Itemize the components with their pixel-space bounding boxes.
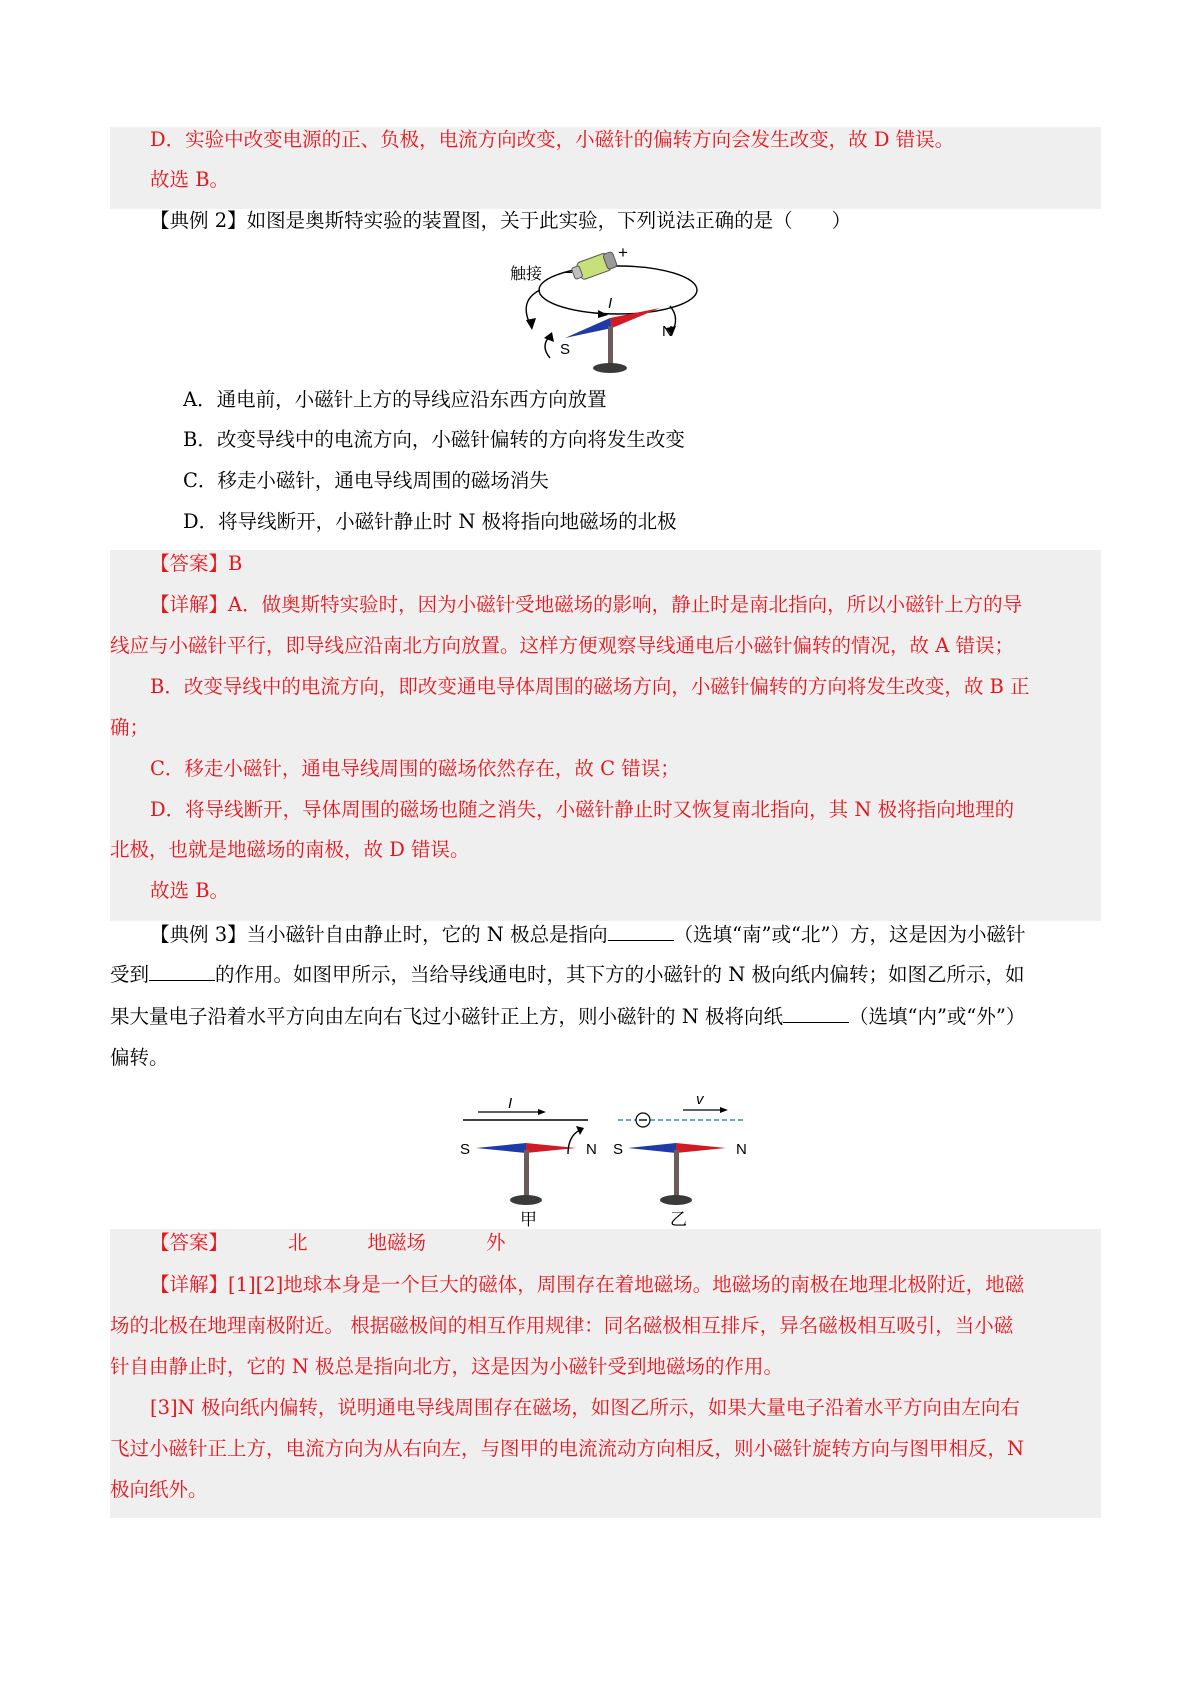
jia-yi-figure xyxy=(458,1090,758,1230)
example-3-detail-line: 飞过小磁针正上方，电流方向为从右向左，与图甲的电流流动方向相反，则小磁针旋转方向与图甲相反，N xyxy=(110,1437,1025,1460)
example-3-answer: 【答案】 北 地磁场 外 xyxy=(150,1231,506,1254)
example-2-detail-line: D．将导线断开，导体周围的磁场也随之消失，小磁针静止时又恢复南北指向，其 N 极将指向地理的 xyxy=(150,798,1015,821)
s-pole-label: S xyxy=(460,1141,471,1158)
needle-base xyxy=(593,363,627,373)
example-2-detail-line: 北极，也就是地磁场的南极，故 D 错误。 xyxy=(110,838,470,861)
example-2-detail-line: 故选 B。 xyxy=(150,879,230,902)
needle-south-half xyxy=(476,1143,526,1153)
example-3-question-line-4: 偏转。 xyxy=(110,1046,169,1069)
oersted-experiment-figure xyxy=(510,246,705,381)
example-3-question-line-3: 果大量电子沿着水平方向由左向右飞过小磁针正上方，则小磁针的 N 极将向纸 （选填“内”或“外”） xyxy=(110,1005,1026,1028)
current-label: I xyxy=(508,1095,513,1112)
velocity-label: v xyxy=(696,1091,704,1108)
example-2-detail-line: 确； xyxy=(110,716,150,739)
example-2-detail-line: 线应与小磁针平行，即导线应沿南北方向放置。这样方便观察导线通电后小磁针偏转的情况，故 A 错误； xyxy=(110,634,1014,657)
example-3-detail-line: 极向纸外。 xyxy=(110,1478,208,1501)
needle-north-half xyxy=(610,308,660,328)
needle-south-half xyxy=(565,318,612,338)
needle-south-half xyxy=(628,1143,676,1153)
option-d: D．将导线断开，小磁针静止时 N 极将指向地磁场的北极 xyxy=(183,510,677,533)
plus-sign: + xyxy=(618,246,628,262)
current-label: I xyxy=(608,295,613,312)
n-pole-label: N xyxy=(586,1141,597,1158)
minus-sign: − xyxy=(563,263,573,282)
example-3-question-line-2: 受到 的作用。如图甲所示，当给导线通电时，其下方的小磁针的 N 极向纸内偏转；如图乙所示，如 xyxy=(110,963,1025,986)
fill-blank-3[interactable] xyxy=(783,1004,849,1023)
n-pole-label: N xyxy=(662,323,673,340)
example-3-question-line-1: 【典例 3】当小磁针自由静止时，它的 N 极总是指向 （选填“南”或“北”）方，这是因为小磁针 xyxy=(150,923,1026,946)
figure-yi-label: 乙 xyxy=(670,1210,687,1229)
fill-blank-1[interactable] xyxy=(608,922,674,941)
example-3-detail-line: 【详解】[1][2]地球本身是一个巨大的磁体，周围存在着地磁场。地磁场的南极在地理北极附近，地磁 xyxy=(150,1273,1025,1296)
needle-stand xyxy=(608,326,613,366)
option-a: A．通电前，小磁针上方的导线应沿东西方向放置 xyxy=(183,388,607,411)
option-c: C．移走小磁针，通电导线周围的磁场消失 xyxy=(183,469,549,492)
example-2-detail-line: 【详解】A．做奥斯特实验时，因为小磁针受地磁场的影响，静止时是南北指向，所以小磁针上方的导 xyxy=(150,593,1023,616)
example-2-detail-line: C．移走小磁针，通电导线周围的磁场依然存在，故 C 错误； xyxy=(150,757,680,780)
prev-choose-answer: 故选 B。 xyxy=(150,168,230,191)
answer-3: 外 xyxy=(486,1231,506,1254)
option-b: B．改变导线中的电流方向，小磁针偏转的方向将发生改变 xyxy=(183,428,685,451)
fill-blank-2[interactable] xyxy=(149,962,215,981)
answer-2: 地磁场 xyxy=(367,1231,427,1254)
needle-stand xyxy=(674,1150,679,1198)
example-3-detail-line: [3]N 极向纸内偏转，说明通电导线周围存在磁场，如图乙所示，如果大量电子沿着水平方向由左向右 xyxy=(150,1396,1020,1419)
needle-stand xyxy=(524,1150,529,1198)
touch-label: 触接 xyxy=(510,266,543,283)
needle-base xyxy=(510,1195,542,1205)
n-pole-label: N xyxy=(736,1141,747,1158)
s-pole-label: S xyxy=(613,1141,624,1158)
needle-north-half xyxy=(676,1143,726,1153)
answer-1: 北 xyxy=(288,1231,308,1254)
s-pole-label: S xyxy=(560,341,571,358)
figure-jia-label: 甲 xyxy=(520,1210,537,1229)
prev-option-d-explanation: D．实验中改变电源的正、负极，电流方向改变，小磁针的偏转方向会发生改变，故 D 错误。 xyxy=(150,128,955,151)
example-2-detail-line: B．改变导线中的电流方向，即改变通电导体周围的磁场方向，小磁针偏转的方向将发生改变，故 B 正 xyxy=(150,675,1030,698)
example-3-detail-line: 场的北极在地理南极附近。 根据磁极间的相互作用规律：同名磁极相互排斥，异名磁极相互吸引，当小磁 xyxy=(110,1314,1014,1337)
example-2-answer: 【答案】B xyxy=(150,552,243,575)
battery-icon xyxy=(570,250,618,282)
example-3-detail-line: 针自由静止时，它的 N 极总是指向北方，这是因为小磁针受到地磁场的作用。 xyxy=(110,1355,783,1378)
needle-base xyxy=(660,1195,692,1205)
example-2-question: 【典例 2】如图是奥斯特实验的装置图，关于此实验，下列说法正确的是（ ） xyxy=(150,209,852,232)
